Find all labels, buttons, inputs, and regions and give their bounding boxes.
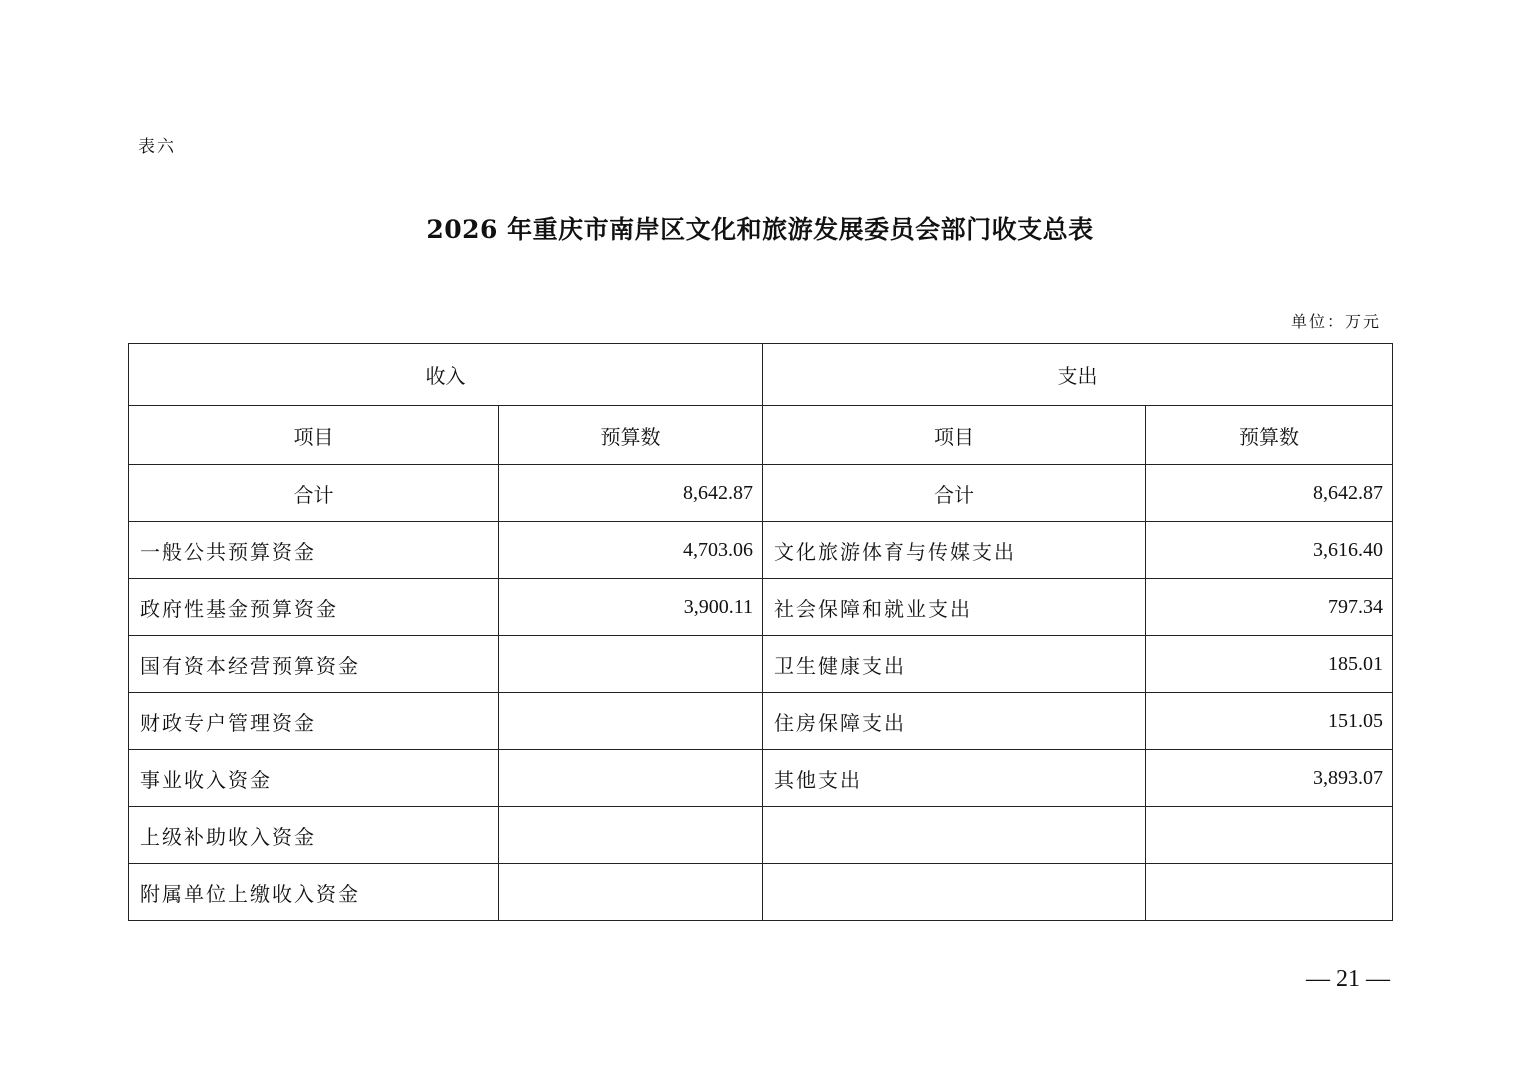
expense-amount-column-header: 预算数 [1146,406,1393,465]
expense-item-cell: 文化旅游体育与传媒支出 [763,522,1146,579]
table-body [129,344,1393,921]
income-item-cell: 上级补助收入资金 [129,807,499,864]
expense-item-cell: 住房保障支出 [763,693,1146,750]
expense-amount-cell: 185.01 [1146,636,1393,693]
income-item-column-header: 项目 [129,406,499,465]
expense-amount-cell: 8,642.87 [1146,465,1393,522]
expense-group-header: 支出 [763,344,1393,406]
income-amount-cell [499,693,763,750]
expense-amount-cell: 3,893.07 [1146,750,1393,807]
income-amount-cell [499,750,763,807]
table-label: 表六 [138,137,176,157]
income-item-cell: 一般公共预算资金 [129,522,499,579]
expense-amount-cell [1146,864,1393,921]
income-amount-cell [499,864,763,921]
group-header-row [129,344,1393,406]
table-row [129,750,1393,807]
expense-item-cell [763,807,1146,864]
income-amount-cell [499,636,763,693]
table-row [129,693,1393,750]
table-row [129,579,1393,636]
expense-item-cell [763,864,1146,921]
income-amount-cell: 3,900.11 [499,579,763,636]
table-row [129,522,1393,579]
table-row [129,864,1393,921]
income-item-cell: 事业收入资金 [129,750,499,807]
income-item-cell: 国有资本经营预算资金 [129,636,499,693]
income-amount-cell: 4,703.06 [499,522,763,579]
income-amount-cell: 8,642.87 [499,465,763,522]
document-title: 2026 年重庆市南岸区文化和旅游发展委员会部门收支总表 [426,215,1094,244]
table-row [129,807,1393,864]
expense-amount-cell: 797.34 [1146,579,1393,636]
expense-amount-cell: 3,616.40 [1146,522,1393,579]
income-amount-cell [499,807,763,864]
income-item-cell: 附属单位上缴收入资金 [129,864,499,921]
page-number: — 21 — [1306,966,1390,992]
expense-item-column-header: 项目 [763,406,1146,465]
table-row [129,636,1393,693]
income-item-cell: 政府性基金预算资金 [129,579,499,636]
expense-item-cell: 合计 [763,465,1146,522]
total-row [129,465,1393,522]
income-item-cell: 财政专户管理资金 [129,693,499,750]
column-header-row [129,406,1393,465]
expense-item-cell: 卫生健康支出 [763,636,1146,693]
income-amount-column-header: 预算数 [499,406,763,465]
budget-summary-table [128,343,1393,921]
income-item-cell: 合计 [129,465,499,522]
unit-label: 单位：万元 [1290,312,1381,331]
expense-item-cell: 社会保障和就业支出 [763,579,1146,636]
expense-item-cell: 其他支出 [763,750,1146,807]
expense-amount-cell: 151.05 [1146,693,1393,750]
expense-amount-cell [1146,807,1393,864]
income-group-header: 收入 [129,344,763,406]
